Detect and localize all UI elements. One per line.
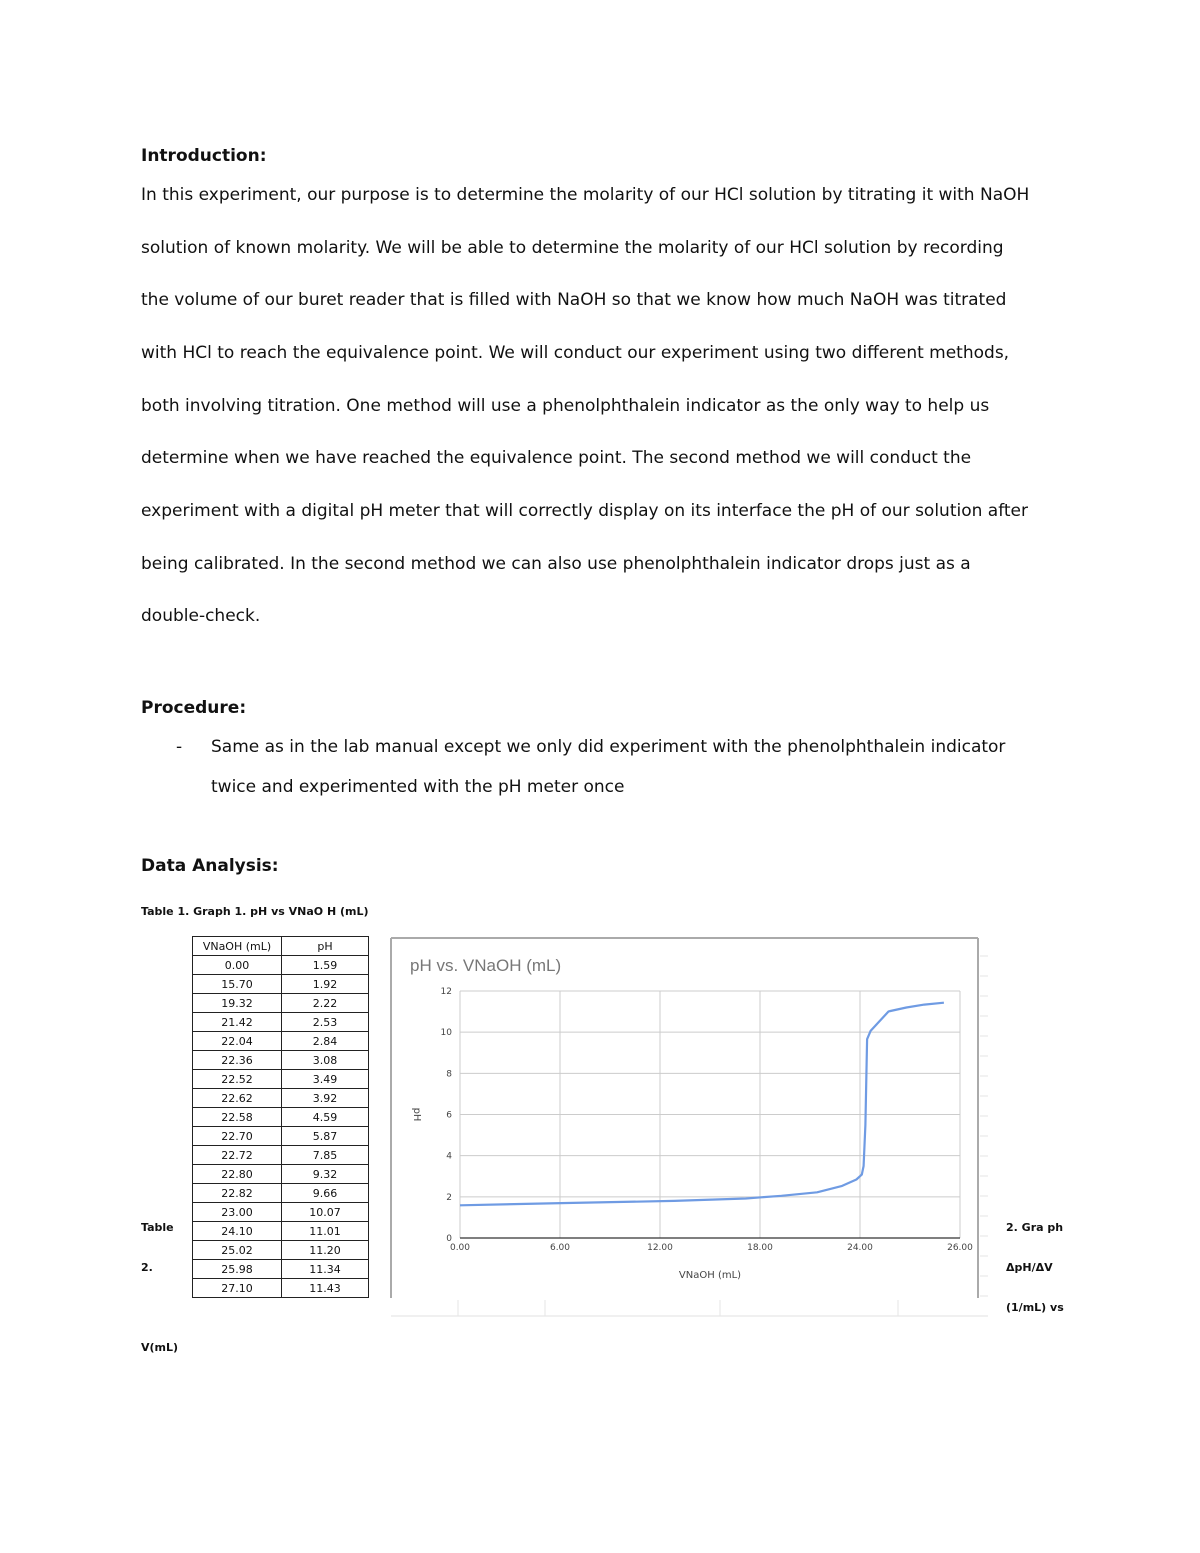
cell-vnaoh: 25.98 [193, 1260, 282, 1279]
cell-ph: 2.22 [282, 994, 369, 1013]
table-row [193, 1203, 369, 1222]
cell-ph: 11.34 [282, 1260, 369, 1279]
x-axis-label: VNaOH (mL) [678, 1270, 742, 1281]
y-axis-label: pH [411, 1107, 422, 1122]
cell-ph: 5.87 [282, 1127, 369, 1146]
table-row [193, 1127, 369, 1146]
side-label-graph: 2. Gra ph [1006, 1221, 1064, 1234]
bullet-marker: - [176, 737, 183, 757]
side-label-number: 2. [141, 1261, 153, 1274]
table-row [193, 1051, 369, 1070]
procedure-heading: Procedure: [141, 698, 247, 718]
y-tick-label: 0 [446, 1234, 452, 1244]
cell-ph: 3.92 [282, 1089, 369, 1108]
intro-line: In this experiment, our purpose is to determine the molarity of our HCl solution by titrating it with NaOH [141, 185, 1030, 205]
table-row [193, 956, 369, 975]
cell-vnaoh: 22.80 [193, 1165, 282, 1184]
table-body [193, 956, 369, 1298]
table-row [193, 1013, 369, 1032]
y-tick-label: 4 [446, 1151, 452, 1162]
x-tick-label: 24.00 [847, 1243, 873, 1253]
table-row [193, 1032, 369, 1051]
side-label-table: Table [141, 1221, 174, 1234]
table-row [193, 994, 369, 1013]
cell-vnaoh: 22.72 [193, 1146, 282, 1165]
x-tick-label: 12.00 [647, 1243, 673, 1253]
procedure-bullet-line: twice and experimented with the pH meter once [211, 777, 625, 797]
cell-ph: 3.08 [282, 1051, 369, 1070]
ph-curve-line [460, 1003, 944, 1206]
y-tick-label: 10 [440, 1028, 452, 1039]
column-header-vnaoh: VNaOH (mL) [193, 937, 282, 956]
cell-vnaoh: 22.36 [193, 1051, 282, 1070]
figure-caption: Table 1. Graph 1. pH vs VNaO H (mL) [141, 905, 369, 918]
titration-data-table [192, 936, 369, 1298]
intro-line: with HCl to reach the equivalence point. We will conduct our experiment using two different methods, [141, 343, 1010, 363]
cell-vnaoh: 22.70 [193, 1127, 282, 1146]
cell-vnaoh: 21.42 [193, 1013, 282, 1032]
cell-vnaoh: 22.58 [193, 1108, 282, 1127]
cell-ph: 1.59 [282, 956, 369, 975]
procedure-bullet-line: Same as in the lab manual except we only did experiment with the phenolphthalein indicator [211, 737, 1006, 757]
cell-vnaoh: 15.70 [193, 975, 282, 994]
cell-ph: 2.53 [282, 1013, 369, 1032]
cell-vnaoh: 23.00 [193, 1203, 282, 1222]
intro-line: double-check. [141, 606, 261, 626]
cell-ph: 10.07 [282, 1203, 369, 1222]
table-row [193, 1222, 369, 1241]
table-row [193, 1165, 369, 1184]
cell-ph: 9.66 [282, 1184, 369, 1203]
cell-ph: 9.32 [282, 1165, 369, 1184]
cell-vnaoh: 22.04 [193, 1032, 282, 1051]
x-tick-label: 0.00 [449, 1243, 471, 1253]
cell-ph: 3.49 [282, 1070, 369, 1089]
cell-vnaoh: 22.82 [193, 1184, 282, 1203]
x-tick-label: 26.00 [947, 1243, 973, 1253]
cell-vnaoh: 25.02 [193, 1241, 282, 1260]
column-header-ph: pH [282, 937, 369, 956]
cell-ph: 4.59 [282, 1108, 369, 1127]
x-tick-label: 18.00 [747, 1243, 773, 1253]
table-row [193, 1260, 369, 1279]
table-row [193, 1146, 369, 1165]
table-row [193, 1184, 369, 1203]
table-row [193, 1070, 369, 1089]
intro-line: being calibrated. In the second method we can also use phenolphthalein indicator drops just as a [141, 554, 971, 574]
side-label-vml: V(mL) [141, 1341, 179, 1354]
y-tick-label: 6 [446, 1110, 452, 1121]
y-tick-label: 8 [446, 1069, 452, 1080]
data-analysis-heading: Data Analysis: [141, 856, 279, 876]
chart-title: pH vs. VNaOH (mL) [410, 956, 562, 975]
cell-ph: 11.43 [282, 1279, 369, 1298]
y-tick-label: 12 [440, 987, 452, 997]
side-label-units: (1/mL) vs [1006, 1301, 1064, 1314]
cell-vnaoh: 19.32 [193, 994, 282, 1013]
cell-vnaoh: 22.62 [193, 1089, 282, 1108]
intro-line: both involving titration. One method will use a phenolphthalein indicator as the only way to help us [141, 396, 990, 416]
introduction-heading: Introduction: [141, 146, 267, 166]
cell-vnaoh: 22.52 [193, 1070, 282, 1089]
cell-ph: 7.85 [282, 1146, 369, 1165]
intro-line: determine when we have reached the equivalence point. The second method we will conduct the [141, 448, 972, 468]
side-label-dph-dv: ΔpH/ΔV [1006, 1261, 1053, 1274]
table-row [193, 975, 369, 994]
table-row [193, 1108, 369, 1127]
table-row [193, 1279, 369, 1298]
cell-vnaoh: 27.10 [193, 1279, 282, 1298]
intro-line: experiment with a digital pH meter that will correctly display on its interface the pH of our solution after [141, 501, 1029, 521]
ph-vs-vnaoh-chart [370, 936, 990, 1321]
intro-line: the volume of our buret reader that is filled with NaOH so that we know how much NaOH was titrated [141, 290, 1007, 310]
cell-vnaoh: 0.00 [193, 956, 282, 975]
y-tick-label: 2 [446, 1192, 452, 1203]
x-tick-label: 6.00 [549, 1243, 571, 1253]
cell-ph: 11.01 [282, 1222, 369, 1241]
table-row [193, 1089, 369, 1108]
intro-line: solution of known molarity. We will be able to determine the molarity of our HCl solution by recording [141, 238, 1004, 258]
cell-ph: 11.20 [282, 1241, 369, 1260]
cell-ph: 1.92 [282, 975, 369, 994]
cell-ph: 2.84 [282, 1032, 369, 1051]
table-header-row [193, 937, 369, 956]
table-row [193, 1241, 369, 1260]
cell-vnaoh: 24.10 [193, 1222, 282, 1241]
